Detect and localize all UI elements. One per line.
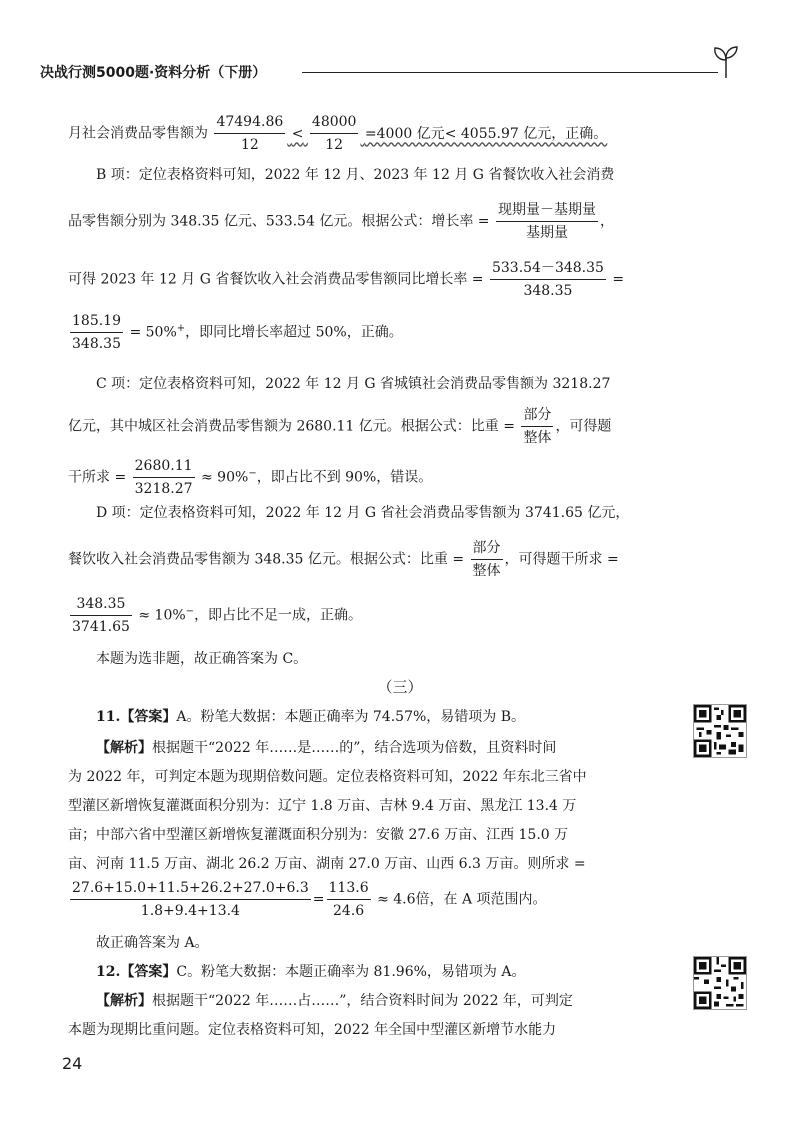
text-line: 亩、河南 11.5 万亩、湖北 26.2 万亩、湖南 27.0 万亩、山西 6.3 万亩。则所求 = [68, 856, 586, 872]
text-line: 为 2022 年，可判定本题为现期倍数问题。定位表格资料可知，2022 年东北三省中 [68, 769, 587, 785]
header-rule [302, 72, 718, 73]
numerator: 533.54－348.35 [490, 258, 606, 280]
text-line [68, 878, 547, 921]
numerator: 47494.86 [214, 112, 285, 134]
fraction [471, 538, 503, 581]
text: 月社会消费品零售额为 [68, 125, 208, 142]
qr-code-icon[interactable] [693, 956, 747, 1010]
text-line [68, 112, 607, 155]
fraction [496, 200, 598, 243]
header-title: 决战行测5000题·资料分析（下册） [40, 65, 267, 81]
text: 干所求 = [68, 469, 127, 486]
section-title: （三） [377, 678, 423, 696]
text: = 50% [129, 324, 177, 341]
text: C。粉笔大数据：本题正确率为 81.96%，易错项为 A。 [176, 964, 526, 980]
fraction [310, 112, 359, 155]
text: 可得 2023 年 12 月 G 省餐饮收入社会消费品零售额同比增长率 = [68, 271, 484, 288]
text: ， [599, 213, 614, 230]
denominator: 1.8+9.4+13.4 [140, 903, 240, 919]
analysis-tag: 【解析】 [96, 993, 152, 1009]
numerator: 113.6 [327, 878, 371, 900]
conclusion-line: 故正确答案为 A。 [96, 935, 209, 951]
text: 根据题干“2022 年……占……”，结合资料时间为 2022 年，可判定 [152, 993, 573, 1009]
wavy-expression [212, 114, 608, 153]
text-line: 亩；中部六省中型灌区新增恢复灌溉面积分别为：安徽 27.6 万亩、江西 15.0 万 [68, 827, 569, 843]
numerator: 27.6+15.0+11.5+26.2+27.0+6.3 [70, 878, 311, 900]
answer-tag: 12.【答案】 [96, 964, 177, 980]
superscript: + [176, 322, 186, 334]
text: ，可得题干所求 = [504, 551, 619, 568]
running-header [40, 58, 740, 88]
analysis-tag: 【解析】 [96, 740, 152, 756]
denominator: 24.6 [332, 903, 365, 919]
fraction [70, 878, 311, 921]
text: = [612, 271, 625, 288]
text: ≈ 10% [138, 607, 186, 624]
text: ，即占比不到 90%，错误。 [256, 469, 433, 486]
numerator: 185.19 [70, 311, 123, 333]
denominator: 基期量 [525, 225, 568, 241]
text: = [312, 891, 325, 908]
text: ≈ 90% [201, 469, 249, 486]
answer-line [96, 962, 525, 982]
answer-line [96, 707, 525, 727]
fraction [521, 405, 553, 448]
text: 品零售额分别为 348.35 亿元、533.54 亿元。根据公式：增长率 = [68, 213, 490, 230]
text: ，即占比不足一成，正确。 [194, 607, 363, 624]
text: 亿元，其中城区社会消费品零售额为 2680.11 亿元。根据公式：比重 = [68, 418, 515, 435]
text-line [68, 538, 619, 581]
sprout-icon [712, 44, 740, 78]
text: ，即同比增长率超过 50%，正确。 [185, 324, 403, 341]
denominator: 348.35 [72, 336, 121, 352]
fraction [214, 112, 285, 155]
fraction [327, 878, 371, 921]
page-number: 24 [62, 1054, 83, 1073]
text-line [68, 456, 432, 499]
numerator: 348.35 [70, 594, 132, 616]
denominator: 3741.65 [72, 619, 130, 635]
text: ≈ 4.6倍，在 A 项范围内。 [377, 891, 547, 908]
text-line [68, 594, 362, 637]
text-line [96, 991, 573, 1011]
denominator: 348.35 [523, 283, 573, 299]
superscript: − [248, 467, 257, 479]
text: 根据题干“2022 年……是……的”，结合选项为倍数，且资料时间 [152, 740, 557, 756]
text: ，可得题 [555, 418, 612, 435]
fraction [70, 311, 123, 354]
text-line [68, 258, 624, 301]
numerator: 2680.11 [133, 456, 195, 478]
text-line: B 项：定位表格资料可知，2022 年 12 月、2023 年 12 月 G 省餐饮收入社会消费 [96, 167, 615, 183]
fraction [133, 456, 195, 499]
text-line [68, 200, 614, 243]
text-line [68, 405, 611, 448]
superscript: − [185, 605, 195, 617]
denominator: 12 [240, 137, 259, 153]
text: A。粉笔大数据：本题正确率为 74.57%，易错项为 B。 [176, 709, 526, 725]
numerator: 现期量－基期量 [496, 200, 598, 222]
denominator: 整体 [472, 563, 501, 579]
denominator: 3218.27 [134, 481, 193, 497]
text: 餐饮收入社会消费品零售额为 348.35 亿元。根据公式：比重 = [68, 551, 465, 568]
numerator: 48000 [310, 112, 359, 134]
fraction [490, 258, 606, 301]
denominator: 整体 [523, 430, 552, 446]
qr-code-icon[interactable] [693, 704, 747, 758]
text-line: D 项：定位表格资料可知，2022 年 12 月 G 省社会消费品零售额为 3741.65 亿元， [96, 505, 630, 521]
text-line: 型灌区新增恢复灌溉面积分别为：辽宁 1.8 万亩、吉林 9.4 万亩、黑龙江 13.4 万 [68, 798, 577, 814]
text-line [68, 311, 403, 354]
numerator: 部分 [521, 405, 553, 427]
fraction [70, 594, 132, 637]
answer-tag: 11.【答案】 [96, 709, 177, 725]
text-line: C 项：定位表格资料可知，2022 年 12 月 G 省城镇社会消费品零售额为 3218.27 [96, 376, 611, 392]
text-line [96, 738, 556, 758]
text-line: 本题为现期比重问题。定位表格资料可知，2022 年全国中型灌区新增节水能力 [68, 1022, 557, 1038]
conclusion-line: 本题为选非题，故正确答案为 C。 [96, 651, 308, 667]
denominator: 12 [325, 137, 344, 153]
numerator: 部分 [471, 538, 503, 560]
text: < [291, 125, 304, 142]
text: =4000 亿元< 4055.97 亿元，正确。 [364, 125, 608, 142]
